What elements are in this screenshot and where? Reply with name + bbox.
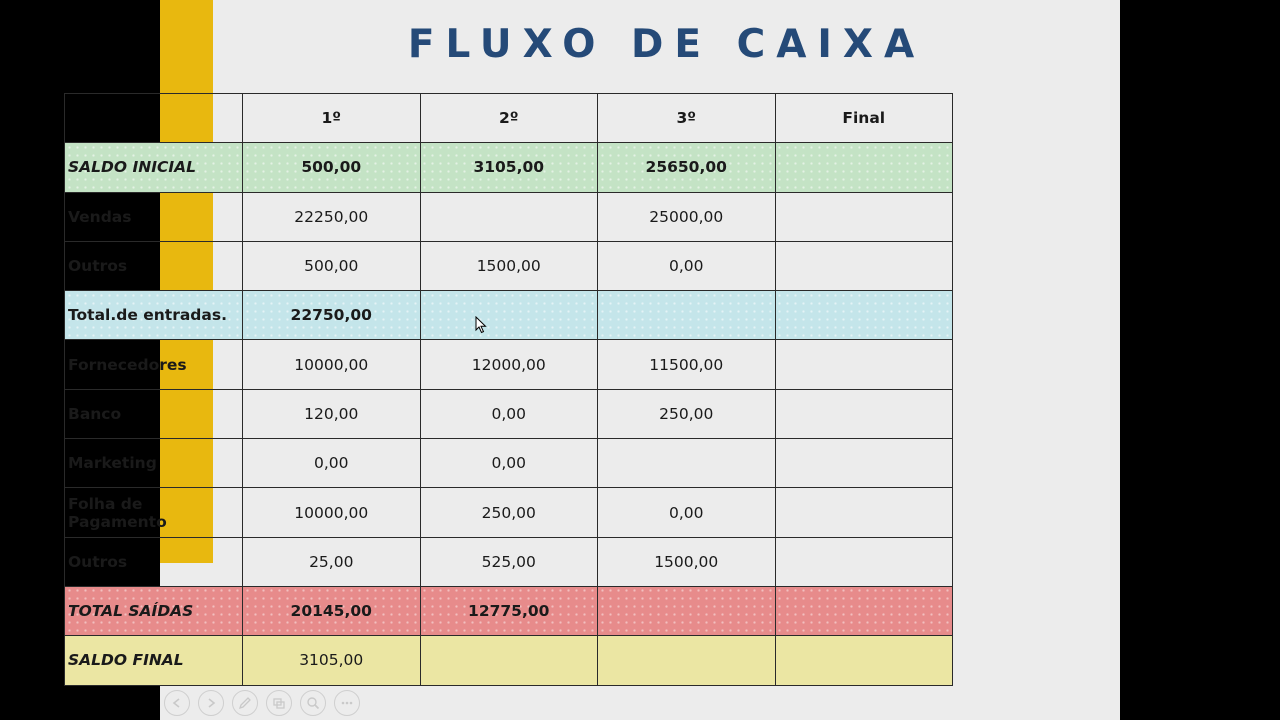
table-cell: 3105,00: [420, 143, 598, 192]
header-row: [65, 94, 953, 143]
pen-icon: [238, 696, 252, 710]
slide-title: FLUXO DE CAIXA: [407, 22, 926, 67]
row-label: Outros: [65, 537, 243, 586]
row-label: TOTAL SAÍDAS: [65, 586, 243, 635]
table-cell: [775, 192, 953, 241]
table-cell: 1500,00: [420, 241, 598, 290]
see-all-slides-button[interactable]: [266, 690, 292, 716]
table-cell: 0,00: [598, 241, 776, 290]
magnifier-icon: [306, 696, 320, 710]
table-cell: [775, 439, 953, 488]
table-cell: 25,00: [243, 537, 421, 586]
slides-grid-icon: [272, 696, 286, 710]
table-cell: 11500,00: [598, 340, 776, 389]
table-cell: [420, 192, 598, 241]
table-cell: [598, 586, 776, 635]
table-row: [65, 192, 953, 241]
arrow-left-icon: [170, 696, 184, 710]
row-label: Vendas: [65, 192, 243, 241]
table-cell: 3105,00: [243, 636, 421, 685]
table-cell: [598, 439, 776, 488]
table-cell: 120,00: [243, 389, 421, 438]
table-cell: [775, 636, 953, 685]
table-row: [65, 488, 953, 537]
table-cell: [775, 340, 953, 389]
row-label: Outros: [65, 241, 243, 290]
table-cell: [775, 389, 953, 438]
table-row: [65, 537, 953, 586]
table-row: [65, 636, 953, 685]
header-cell-final: Final: [775, 94, 953, 143]
table-row: [65, 143, 953, 192]
table-row: [65, 241, 953, 290]
more-dots-icon: [340, 696, 354, 710]
table-cell: 250,00: [420, 488, 598, 537]
table-cell: 250,00: [598, 389, 776, 438]
table-cell: [420, 636, 598, 685]
table-cell: 22250,00: [243, 192, 421, 241]
row-label: SALDO FINAL: [65, 636, 243, 685]
table-cell: 1500,00: [598, 537, 776, 586]
table-cell: 10000,00: [243, 488, 421, 537]
presenter-controls: [164, 690, 360, 716]
table-cell: 22750,00: [243, 291, 421, 340]
pen-tool-button[interactable]: [232, 690, 258, 716]
table-cell: [775, 143, 953, 192]
table-cell: 25650,00: [598, 143, 776, 192]
table-cell: [420, 291, 598, 340]
table-cell: [598, 636, 776, 685]
row-label: Marketing: [65, 439, 243, 488]
more-options-button[interactable]: [334, 690, 360, 716]
table-row: [65, 340, 953, 389]
mouse-pointer-icon: [475, 316, 487, 334]
table-cell: 500,00: [243, 241, 421, 290]
row-label: Banco: [65, 389, 243, 438]
table-row: [65, 439, 953, 488]
table-cell: 12775,00: [420, 586, 598, 635]
table-cell: 0,00: [420, 389, 598, 438]
table-row: [65, 389, 953, 438]
row-label: Folha de Pagamento: [65, 488, 243, 537]
table-cell: [775, 291, 953, 340]
table-cell: 525,00: [420, 537, 598, 586]
header-cell-empty: [65, 94, 243, 143]
table-row: [65, 586, 953, 635]
next-slide-button[interactable]: [198, 690, 224, 716]
cash-flow-table: [64, 93, 953, 686]
previous-slide-button[interactable]: [164, 690, 190, 716]
header-cell-period-2: 2º: [420, 94, 598, 143]
table-cell: 0,00: [420, 439, 598, 488]
table-cell: 0,00: [243, 439, 421, 488]
table-cell: 20145,00: [243, 586, 421, 635]
table-cell: 10000,00: [243, 340, 421, 389]
zoom-button[interactable]: [300, 690, 326, 716]
table-cell: [598, 291, 776, 340]
row-label: Fornecedores: [65, 340, 243, 389]
header-cell-period-3: 3º: [598, 94, 776, 143]
table-cell: [775, 488, 953, 537]
table-cell: 25000,00: [598, 192, 776, 241]
row-label: Total.de entradas.: [65, 291, 243, 340]
row-label: SALDO INICIAL: [65, 143, 243, 192]
table-cell: 500,00: [243, 143, 421, 192]
header-cell-period-1: 1º: [243, 94, 421, 143]
table-cell: 0,00: [598, 488, 776, 537]
table-cell: 12000,00: [420, 340, 598, 389]
table-row: [65, 291, 953, 340]
table-cell: [775, 241, 953, 290]
table-cell: [775, 537, 953, 586]
table-cell: [775, 586, 953, 635]
arrow-right-icon: [204, 696, 218, 710]
